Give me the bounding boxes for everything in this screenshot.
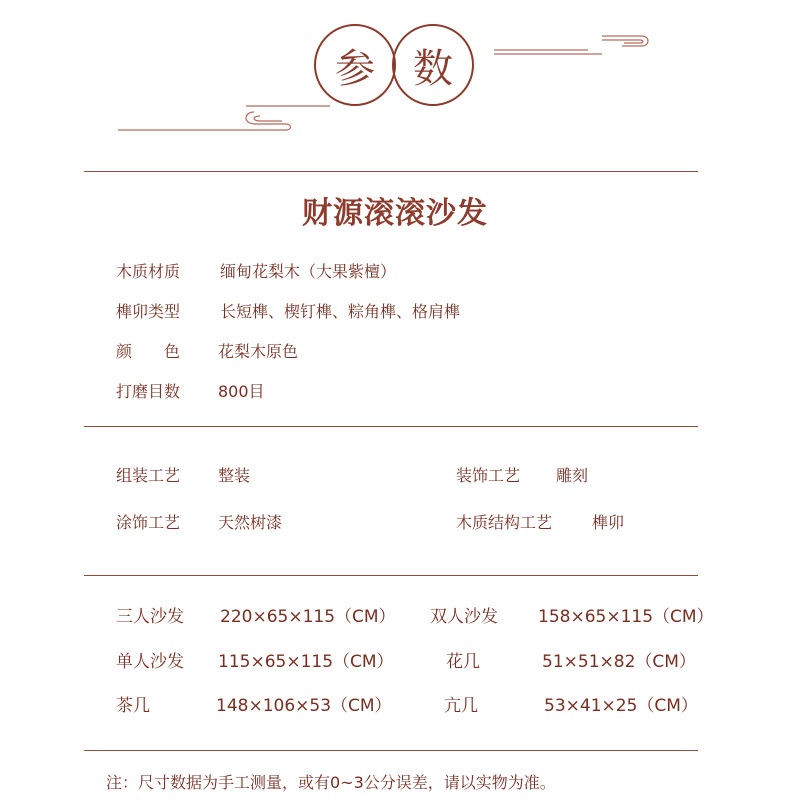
size-name-flower-stand: 花几 xyxy=(446,652,480,672)
product-title: 财源滚滚沙发 xyxy=(302,196,488,231)
size-dims-three-seat: 220×65×115（CM） xyxy=(220,607,396,627)
divider-4 xyxy=(84,750,698,751)
cloud-line-left-icon xyxy=(116,104,336,136)
header-circle-1 xyxy=(314,24,396,106)
size-dims-side-table: 53×41×25（CM） xyxy=(544,696,698,716)
spec-label-joint: 榫卯类型 xyxy=(116,302,181,321)
craft-label-decoration: 装饰工艺 xyxy=(456,466,521,485)
spec-value-color: 花梨木原色 xyxy=(218,342,299,361)
size-name-two-seat: 双人沙发 xyxy=(430,607,498,627)
spec-label-polish: 打磨目数 xyxy=(116,382,181,401)
size-name-three-seat: 三人沙发 xyxy=(116,607,184,627)
header-char-2: 数 xyxy=(413,45,453,92)
size-name-single-seat: 单人沙发 xyxy=(116,652,184,672)
header-char-1: 参 xyxy=(335,45,375,92)
footnote: 注：尺寸数据为手工测量，或有0~3公分误差，请以实物为准。 xyxy=(106,773,556,792)
craft-value-assembly: 整装 xyxy=(218,466,251,485)
size-name-side-table: 亢几 xyxy=(444,696,478,716)
craft-label-finish: 涂饰工艺 xyxy=(116,513,181,532)
spec-label-material: 木质材质 xyxy=(116,262,181,281)
divider-3 xyxy=(84,575,698,576)
cloud-line-right-icon xyxy=(492,30,652,60)
divider-2 xyxy=(84,426,698,427)
header-circle-2 xyxy=(392,24,474,106)
craft-value-structure: 榫卯 xyxy=(592,513,625,532)
divider-top xyxy=(84,171,698,172)
size-dims-single-seat: 115×65×115（CM） xyxy=(218,652,394,672)
spec-value-polish: 800目 xyxy=(218,382,265,401)
craft-label-structure: 木质结构工艺 xyxy=(456,513,553,532)
craft-label-assembly: 组装工艺 xyxy=(116,466,181,485)
size-dims-tea-table: 148×106×53（CM） xyxy=(216,696,392,716)
spec-value-material: 缅甸花梨木（大果紫檀） xyxy=(220,262,397,281)
craft-value-finish: 天然树漆 xyxy=(218,513,283,532)
spec-label-color: 颜 色 xyxy=(116,342,181,361)
craft-value-decoration: 雕刻 xyxy=(556,466,589,485)
size-dims-flower-stand: 51×51×82（CM） xyxy=(542,652,696,672)
size-name-tea-table: 茶几 xyxy=(116,696,150,716)
size-dims-two-seat: 158×65×115（CM） xyxy=(538,607,714,627)
spec-value-joint: 长短榫、楔钉榫、粽角榫、格肩榫 xyxy=(220,302,461,321)
